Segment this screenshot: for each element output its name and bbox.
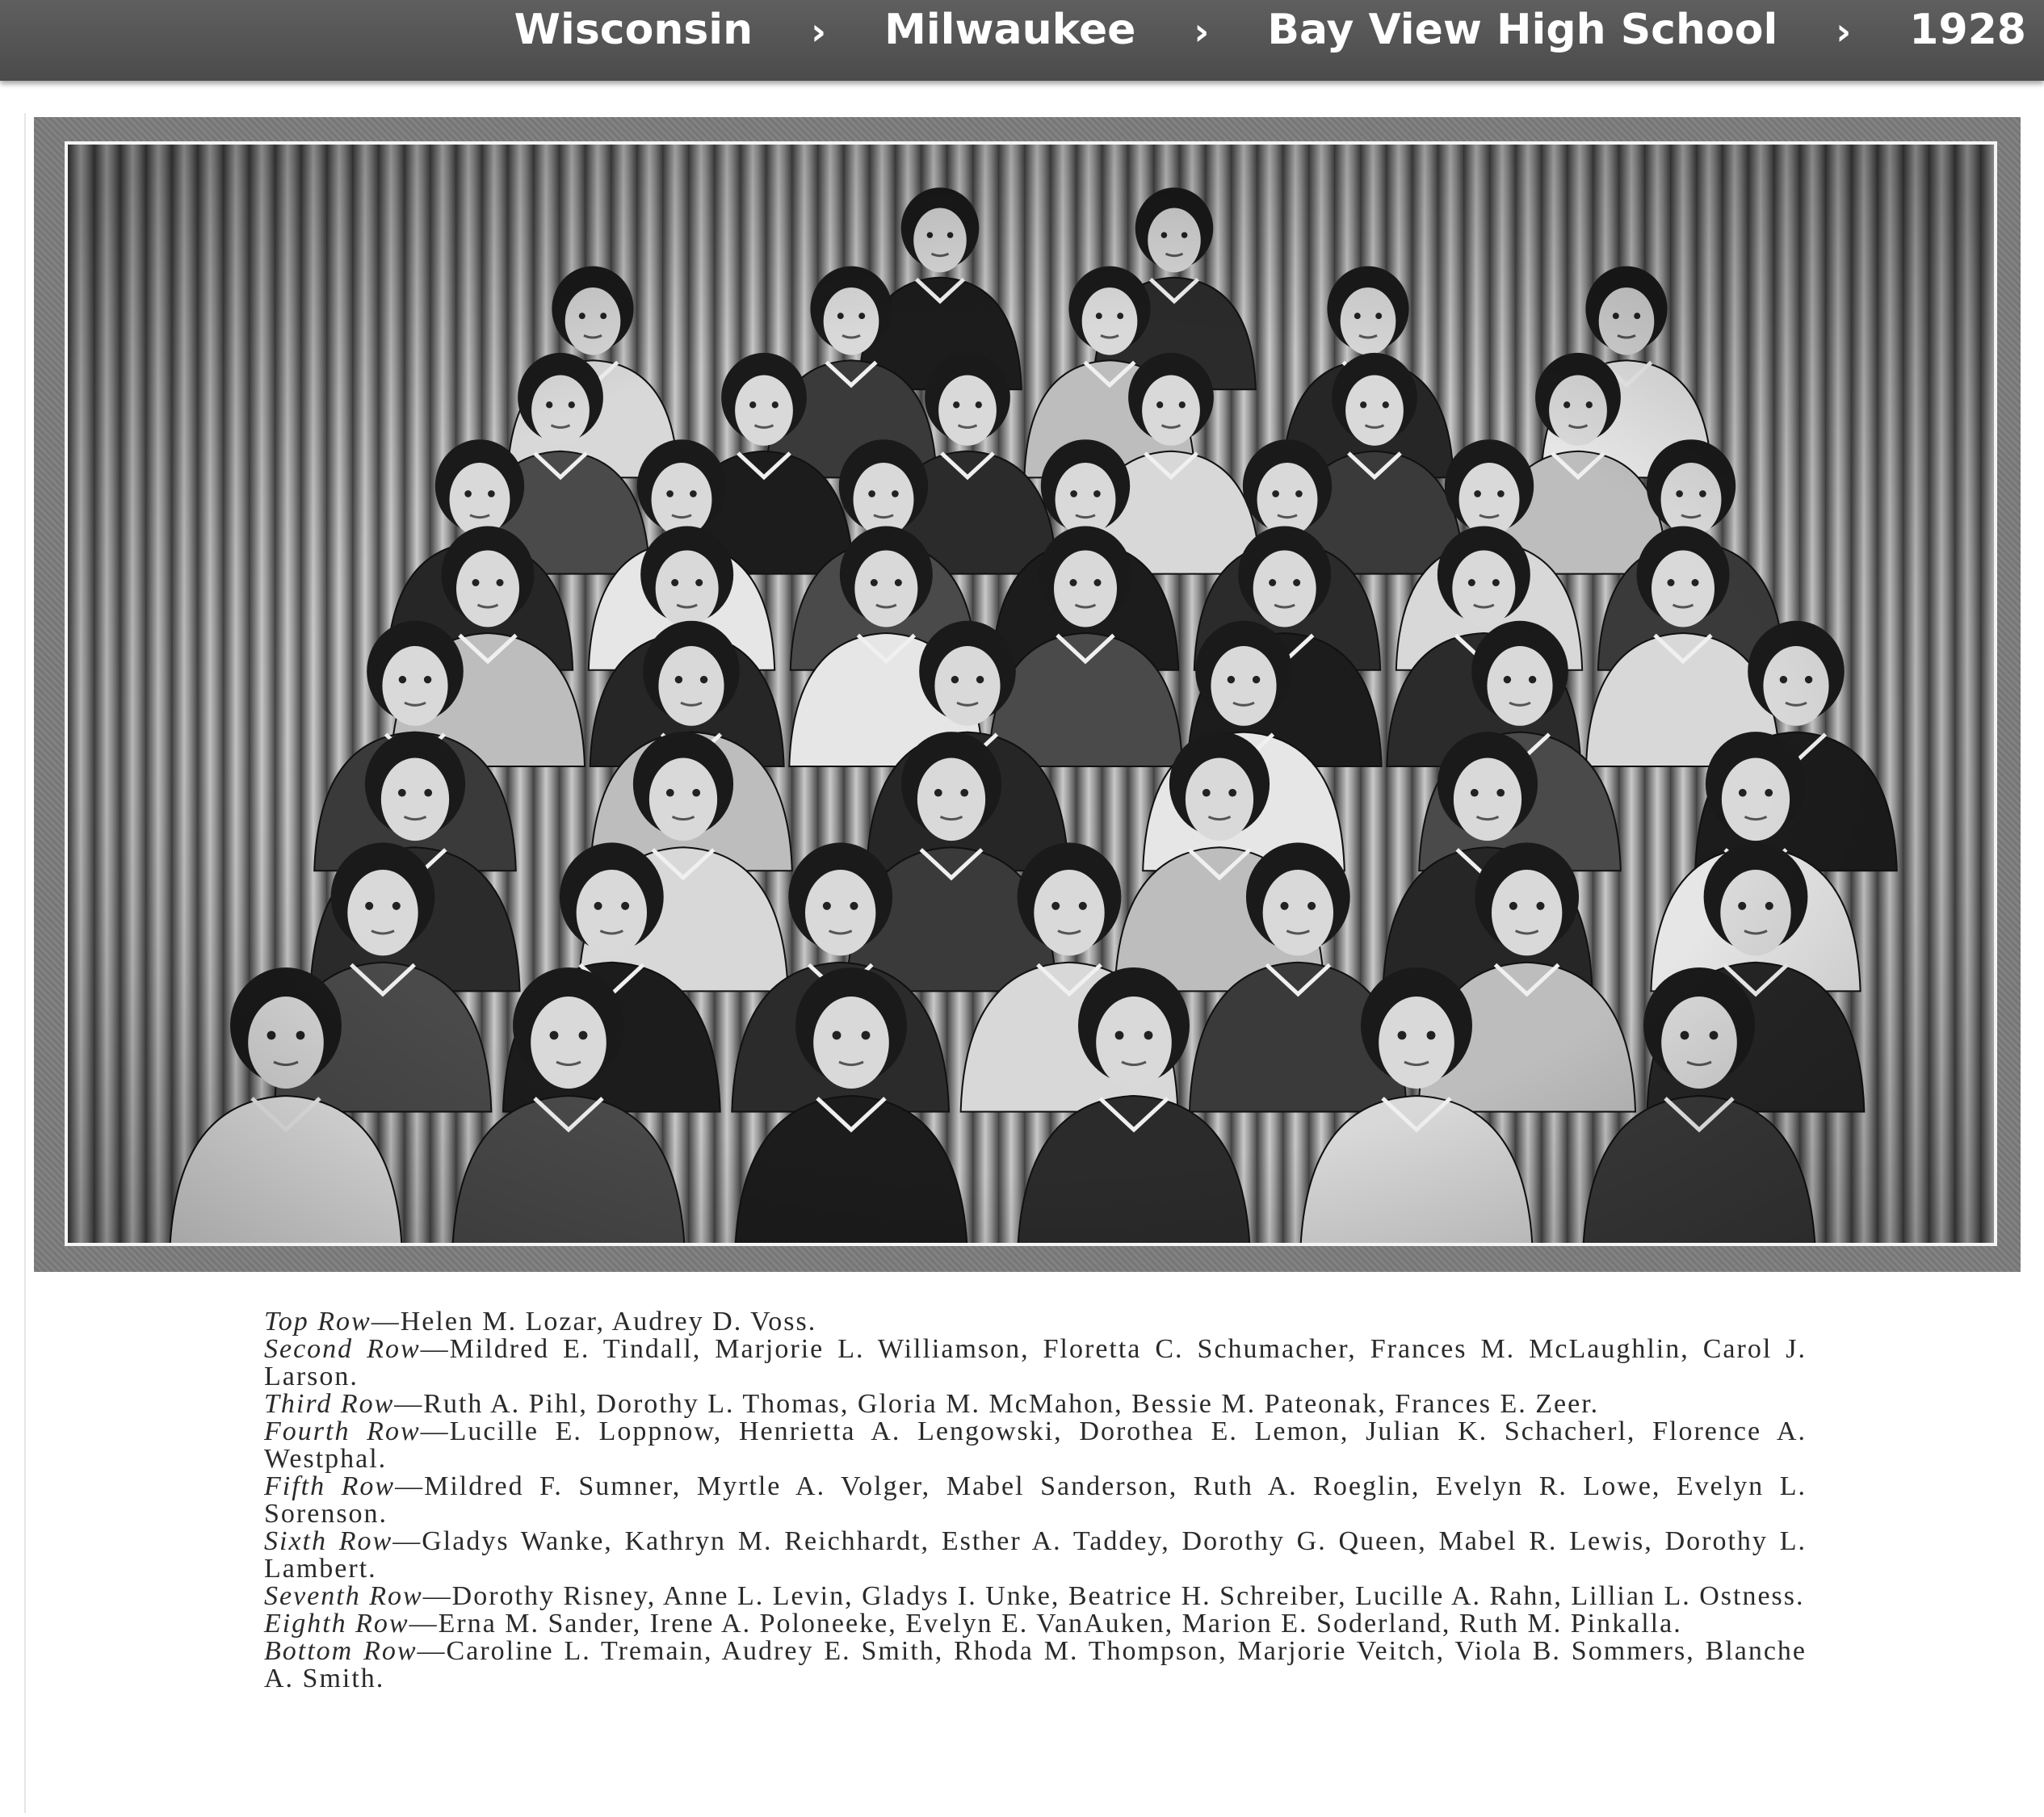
caption-row xyxy=(264,1473,1807,1528)
caption-row-names: Gladys Wanke, Kathryn M. Reichhardt, Esther A. Taddey, Dorothy G. Queen, Mabel R. Lewis, Dorothy L. Lambert. xyxy=(264,1526,1807,1584)
caption-row-label: Sixth Row xyxy=(264,1526,393,1556)
caption-row xyxy=(264,1391,1807,1418)
breadcrumb-city[interactable]: Milwaukee xyxy=(884,6,1136,54)
caption-dash: — xyxy=(394,1389,424,1419)
caption-row-names: Mildred F. Sumner, Myrtle A. Volger, Mabel Sanderson, Ruth A. Roeglin, Evelyn R. Lowe, Evelyn L. Sorenson. xyxy=(264,1471,1807,1529)
group-photo-icon xyxy=(68,145,1994,1243)
caption-dash: — xyxy=(417,1636,447,1666)
caption-dash: — xyxy=(371,1307,401,1337)
caption-dash: — xyxy=(420,1416,450,1446)
top-navigation-bar xyxy=(0,0,2044,81)
caption-row-names: Dorothy Risney, Anne L. Levin, Gladys I. Unke, Beatrice H. Schreiber, Lucille A. Rahn, Lillian L. Ostness. xyxy=(451,1581,1805,1611)
caption-row xyxy=(264,1418,1807,1473)
caption-row xyxy=(264,1583,1807,1610)
chevron-right-icon: › xyxy=(1194,10,1210,53)
breadcrumb-year[interactable]: 1928 xyxy=(1909,6,2026,54)
caption-row-names: Erna M. Sander, Irene A. Poloneeke, Evelyn E. VanAuken, Marion E. Soderland, Ruth M. Pinkalla. xyxy=(438,1609,1682,1639)
group-photo xyxy=(65,141,1997,1246)
caption-row-names: Lucille E. Loppnow, Henrietta A. Lengowski, Dorothea E. Lemon, Julian K. Schacherl, Florence A. Westphal. xyxy=(264,1416,1807,1474)
caption-row-label: Fifth Row xyxy=(264,1471,396,1501)
caption-dash: — xyxy=(409,1609,439,1639)
caption-dash: — xyxy=(422,1581,452,1611)
caption-row xyxy=(264,1336,1807,1391)
caption-row-label: Second Row xyxy=(264,1334,421,1364)
caption-row-names: Helen M. Lozar, Audrey D. Voss. xyxy=(400,1307,817,1337)
caption-row xyxy=(264,1610,1807,1638)
caption-row-label: Bottom Row xyxy=(264,1636,418,1666)
caption-row-names: Caroline L. Tremain, Audrey E. Smith, Rhoda M. Thompson, Marjorie Veitch, Viola B. Sommers, Blanche A. Smith. xyxy=(264,1636,1807,1693)
caption-row xyxy=(264,1638,1807,1693)
chevron-right-icon: › xyxy=(1836,10,1852,53)
caption-row-label: Fourth Row xyxy=(264,1416,421,1446)
yearbook-page xyxy=(24,113,2025,1813)
chevron-right-icon: › xyxy=(811,10,827,53)
caption-row xyxy=(264,1528,1807,1583)
caption-row-names: Ruth A. Pihl, Dorothy L. Thomas, Gloria M. McMahon, Bessie M. Pateonak, Frances E. Zeer. xyxy=(423,1389,1600,1419)
caption-row-label: Top Row xyxy=(264,1307,371,1337)
breadcrumb-school[interactable]: Bay View High School xyxy=(1267,6,1778,54)
breadcrumb xyxy=(514,0,2026,60)
breadcrumb-state[interactable]: Wisconsin xyxy=(514,6,753,54)
caption-row xyxy=(264,1308,1807,1336)
caption-dash: — xyxy=(420,1334,450,1364)
caption-dash: — xyxy=(392,1526,422,1556)
caption-row-names: Mildred E. Tindall, Marjorie L. Williamson, Floretta C. Schumacher, Frances M. McLaughlin, Carol J. Larson. xyxy=(264,1334,1807,1391)
caption-row-label: Third Row xyxy=(264,1389,395,1419)
photo-frame xyxy=(34,117,2021,1272)
caption-dash: — xyxy=(395,1471,425,1501)
caption-row-label: Eighth Row xyxy=(264,1609,409,1639)
caption-row-label: Seventh Row xyxy=(264,1581,423,1611)
photo-caption xyxy=(264,1308,1807,1693)
